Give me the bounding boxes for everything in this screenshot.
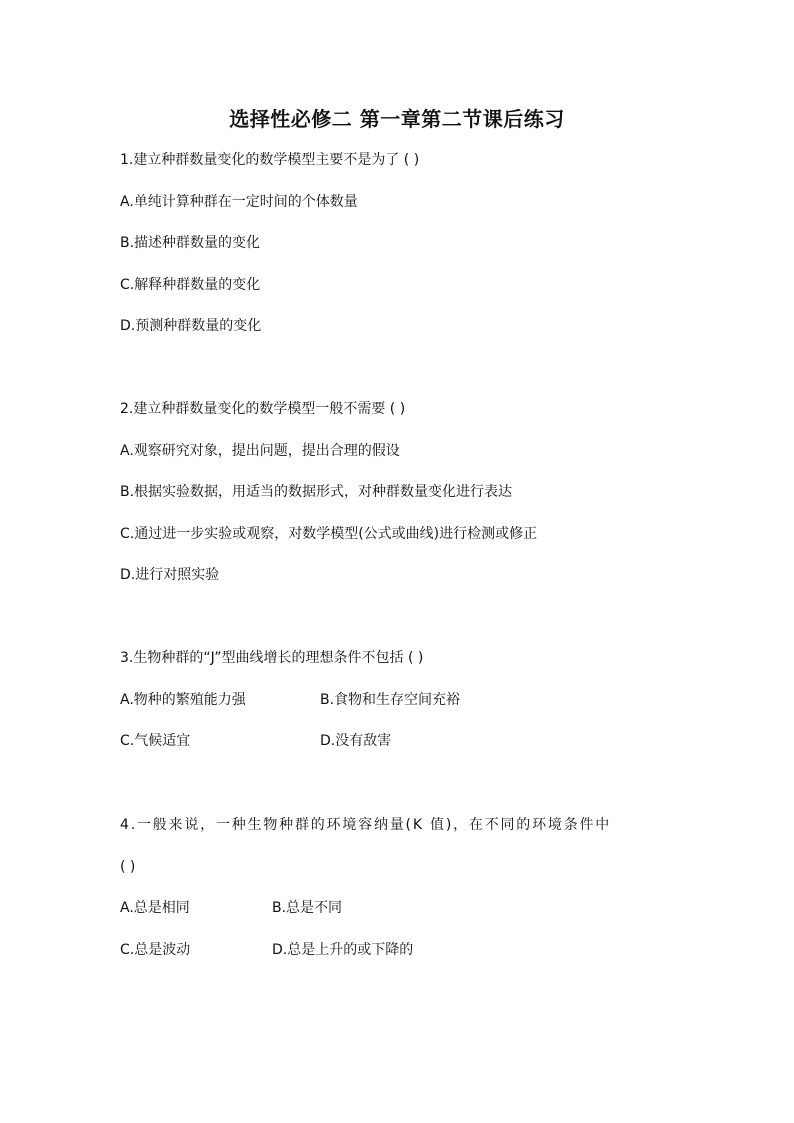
question-4-option-a: A.总是相同: [120, 900, 190, 916]
page-title: 选择性必修二 第一章第二节课后练习: [229, 107, 565, 131]
question-1-stem: 1.建立种群数量变化的数学模型主要不是为了 ( ): [120, 152, 420, 168]
question-3-option-d: D.没有敌害: [320, 733, 392, 749]
question-3-stem: 3.生物种群的“J”型曲线增长的理想条件不包括 ( ): [120, 650, 424, 666]
question-2-option-a: A.观察研究对象，提出问题，提出合理的假设: [120, 443, 400, 459]
question-3-option-c: C.气候适宜: [120, 733, 191, 749]
question-2-option-d: D.进行对照实验: [120, 567, 220, 583]
question-2-option-b: B.根据实验数据，用适当的数据形式，对种群数量变化进行表达: [120, 484, 513, 500]
question-4-stem: 4.一般来说，一种生物种群的环境容纳量(K 值)，在不同的环境条件中: [120, 817, 612, 833]
question-3-option-b: B.食物和生存空间充裕: [320, 692, 461, 708]
question-4-option-d: D.总是上升的或下降的: [272, 942, 414, 958]
question-4-option-c: C.总是波动: [120, 942, 191, 958]
question-1-option-c: C.解释种群数量的变化: [120, 277, 261, 293]
question-4-stem-continuation: ( ): [120, 859, 136, 875]
question-2-stem: 2.建立种群数量变化的数学模型一般不需要 ( ): [120, 401, 406, 417]
question-1-option-d: D.预测种群数量的变化: [120, 318, 262, 334]
question-1-option-a: A.单纯计算种群在一定时间的个体数量: [120, 194, 358, 210]
question-3-option-a: A.物种的繁殖能力强: [120, 692, 246, 708]
question-4-option-b: B.总是不同: [272, 900, 343, 916]
question-1-option-b: B.描述种群数量的变化: [120, 235, 261, 251]
question-2-option-c: C.通过进一步实验或观察，对数学模型(公式或曲线)进行检测或修正: [120, 526, 538, 542]
